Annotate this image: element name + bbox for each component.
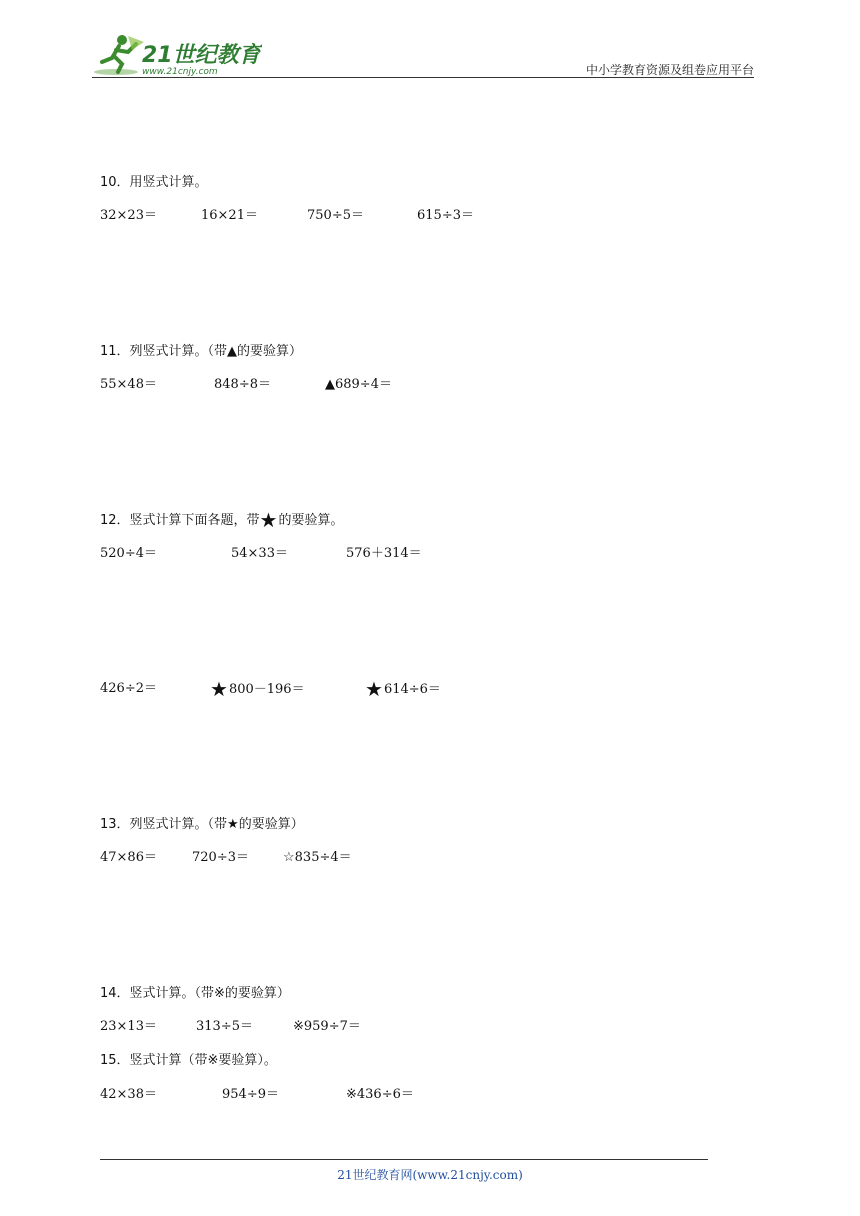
q15-item-3: ※436÷6＝ xyxy=(346,1087,414,1102)
star-icon: ★ xyxy=(259,508,278,532)
q12-item-1: 520÷4＝ xyxy=(100,546,157,561)
site-title: 中小学教育资源及组卷应用平台 xyxy=(585,63,754,77)
q13-item-3: ☆835÷4＝ xyxy=(283,850,352,865)
q14-item-1: 23×13＝ xyxy=(100,1019,157,1034)
q15-item-1: 42×38＝ xyxy=(100,1087,157,1102)
question-15-title: 15．竖式计算（带※要验算）。 xyxy=(100,1053,277,1068)
q12-item-3: 576＋314＝ xyxy=(346,546,422,561)
q10-item-4: 615÷3＝ xyxy=(417,208,474,223)
q15-item-2: 954÷9＝ xyxy=(222,1087,279,1102)
q11-item-1: 55×48＝ xyxy=(100,377,157,392)
site-logo xyxy=(92,32,262,78)
question-10-title: 10．用竖式计算。 xyxy=(100,175,208,190)
logo-url: www.21cnjy.com xyxy=(142,67,218,77)
q12-title-after: 的要验算。 xyxy=(278,513,344,528)
q10-item-2: 16×21＝ xyxy=(201,208,258,223)
q10-item-3: 750÷5＝ xyxy=(307,208,364,223)
footer-divider xyxy=(100,1159,708,1160)
q12-item-5: ★800－196＝ xyxy=(210,677,305,701)
q14-item-3: ※959÷7＝ xyxy=(293,1019,361,1034)
q11-item-2: 848÷8＝ xyxy=(214,377,271,392)
q13-item-1: 47×86＝ xyxy=(100,850,157,865)
question-12-title xyxy=(100,508,344,532)
q13-item-2: 720÷3＝ xyxy=(192,850,249,865)
question-11-title: 11．列竖式计算。（带▲的要验算） xyxy=(100,344,303,359)
header-divider xyxy=(92,77,754,78)
q12-item-6: ★614÷6＝ xyxy=(365,677,441,701)
q12-item-4: 426÷2＝ xyxy=(100,681,157,696)
q12-title-before: 12．竖式计算下面各题，带 xyxy=(100,513,260,528)
q11-item-3: ▲689÷4＝ xyxy=(325,377,392,392)
question-13-title: 13．列竖式计算。（带★的要验算） xyxy=(100,817,304,832)
runner-logo-icon xyxy=(92,32,262,78)
star-icon: ★ xyxy=(210,677,228,701)
star-icon: ★ xyxy=(365,677,383,701)
q12-item-2: 54×33＝ xyxy=(231,546,288,561)
logo-text: 21世纪教育 xyxy=(142,43,261,68)
q14-item-2: 313÷5＝ xyxy=(196,1019,253,1034)
q10-item-1: 32×23＝ xyxy=(100,208,157,223)
footer-link[interactable]: 21世纪教育网(www.21cnjy.com) xyxy=(337,1168,523,1182)
question-14-title: 14．竖式计算。（带※的要验算） xyxy=(100,986,290,1001)
